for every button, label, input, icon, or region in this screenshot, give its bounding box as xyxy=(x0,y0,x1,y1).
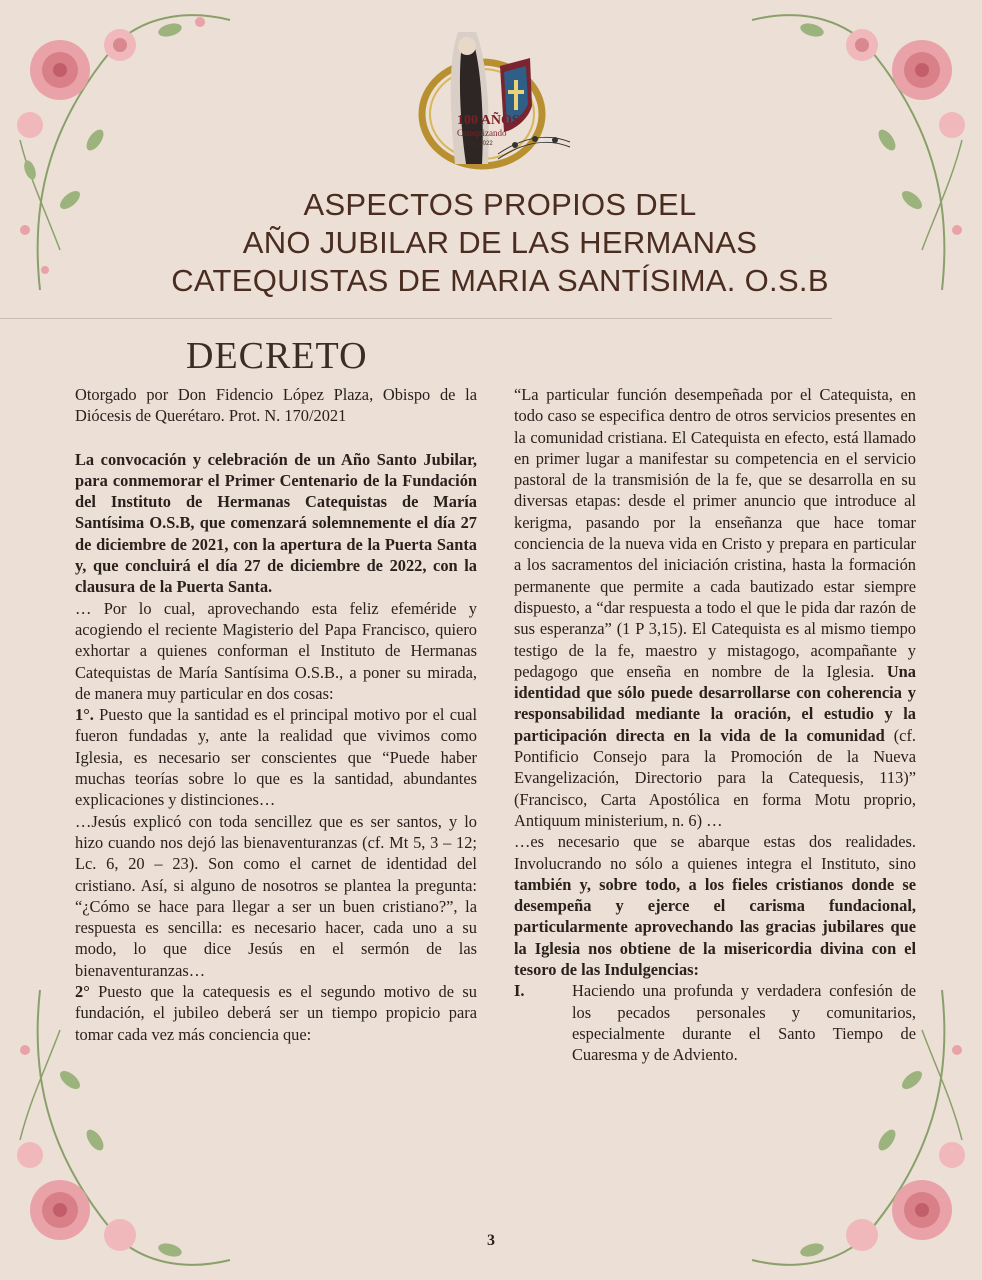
second-point-number: 2° xyxy=(75,982,90,1002)
right-column xyxy=(514,384,916,1066)
second-point-text: Puesto que la catequesis es el segundo motivo de su fundación, el jubileo deberá ser un tiempo propicio para tomar cada vez más conciencia que: xyxy=(75,982,477,1044)
page-number: 3 xyxy=(487,1232,495,1249)
document-title xyxy=(120,186,880,300)
exhortation-paragraph: … Por lo cual, aprovechando esta feliz efeméride y acogiendo el reciente Magisterio del Papa Francisco, quiero exhortar a quienes conforman el Instituto de Hermanas Catequistas de María Santísima O.S.B., a poner su mirada, de manera muy particular en dos cosas: xyxy=(75,598,477,703)
catechist-quote-paragraph xyxy=(514,384,916,831)
realities-text: …es necesario que se abarque estas dos realidades. Involucrando no sólo a quienes integra el Instituto, sino xyxy=(514,832,916,873)
realities-bold-text: también y, sobre todo, a los fieles cristianos donde se desempeña y ejerce el carisma fundacional, particularmente aprovechando las gracias jubilares que la Iglesia nos obtiene de la misericordia divina con el tesoro de las Indulgencias: xyxy=(514,874,916,980)
first-point-paragraph xyxy=(75,704,477,810)
logo-years: 1922-2022 xyxy=(464,141,493,147)
convocation-paragraph: La convocación y celebración de un Año Santo Jubilar, para conmemorar el Primer Centenario de la Fundación del Instituto de Hermanas Catequistas de María Santísima O.S.B, que comenzará solemnemente el día 27 de diciembre de 2021, con la apertura de la Puerta Santa y, que concluirá el día 27 de diciembre de 2022, con la clausura de la Puerta Santa. xyxy=(75,449,477,597)
left-column xyxy=(75,384,477,1045)
quote-part-a: “La particular función desempeñada por el Catequista, en todo caso se especifica dentro de otros servicios presentes en la comunidad cristiana. El Catequista en efecto, está llamado en primer lugar a manifestar su competencia en el servicio pastoral de la transmisión de la fe, que se desarrolla en su diversas etapas: desde el primer anuncio que introduce al kerigma, pasando por la enseñanza que hace tomar conciencia de la nueva vida en Cristo y prepara en particular a los sacramentos del iniciación cristina, hasta la formación permanente que permite a cada bautizado estar siempre dispuesto, a “dar respuesta a todo el que le pida dar razón de sus esperanza” (1 P 3,15). El Catequista es al mismo tiempo testigo de la fe, maestro y mistagogo, acompañante y pedagogo que enseña en nombre de la Iglesia. xyxy=(514,385,916,681)
centenary-logo xyxy=(410,14,580,174)
first-point-text: Puesto que la santidad es el principal motivo por el cual fueron fundadas y, ante la realidad que vivimos como Iglesia, es necesario ser conscientes que “Puede haber muchas teorías sobre lo que es la santidad, abundantes explicaciones y distinciones… xyxy=(75,705,477,810)
title-line-1: ASPECTOS PROPIOS DEL xyxy=(303,187,697,222)
title-line-2: AÑO JUBILAR DE LAS HERMANAS xyxy=(242,225,758,260)
list-item-text: Haciendo una profunda y verdadera confesión de los pecados personales y comunitarios, especialmente durante el Santo Tiempo de Cuaresma y de Adviento. xyxy=(572,981,916,1065)
logo-text-sub: Catequizando xyxy=(457,128,507,138)
logo-text-main: 100 AÑOS xyxy=(457,113,520,128)
list-item xyxy=(514,980,916,1065)
quote-part-b: (cf. Pontificio Consejo para la Promoción de la Nueva Evangelización, Directorio para la Catequesis, 113)” (Francisco, Carta Apostólica en forma Motu proprio, Antiquum ministerium, n. 6) … xyxy=(514,725,916,830)
decree-intro: Otorgado por Don Fidencio López Plaza, Obispo de la Diócesis de Querétaro. Prot. N. 170/2021 xyxy=(75,385,477,426)
beatitudes-paragraph: …Jesús explicó con toda sencillez que es ser santos, y lo hizo cuando nos dejó las bienaventuranzas (cf. Mt 5, 3 – 12; Lc. 6, 20 – 23). Son como el carnet de identidad del cristiano. Así, si alguno de nosotros se plantea la pregunta: “¿Cómo se hace para llegar a ser un buen cristiano?”, la respuesta es sencilla: es necesario hacer, cada uno a su modo, lo que dice Jesús en el sermón de las bienaventuranzas… xyxy=(75,811,477,980)
second-point-paragraph xyxy=(75,981,477,1045)
section-heading: DECRETO xyxy=(186,335,368,377)
realities-paragraph xyxy=(514,831,916,980)
quote-bold-part: Una identidad que sólo puede desarrollarse con coherencia y responsabilidad mediante la oración, el estudio y la participación directa en la vida de la comunidad xyxy=(514,661,916,745)
first-point-number: 1°. xyxy=(75,705,94,725)
list-item-number: I. xyxy=(514,981,525,1001)
title-divider xyxy=(0,318,832,319)
title-line-3: CATEQUISTAS DE MARIA SANTÍSIMA. O.S.B xyxy=(171,263,829,298)
